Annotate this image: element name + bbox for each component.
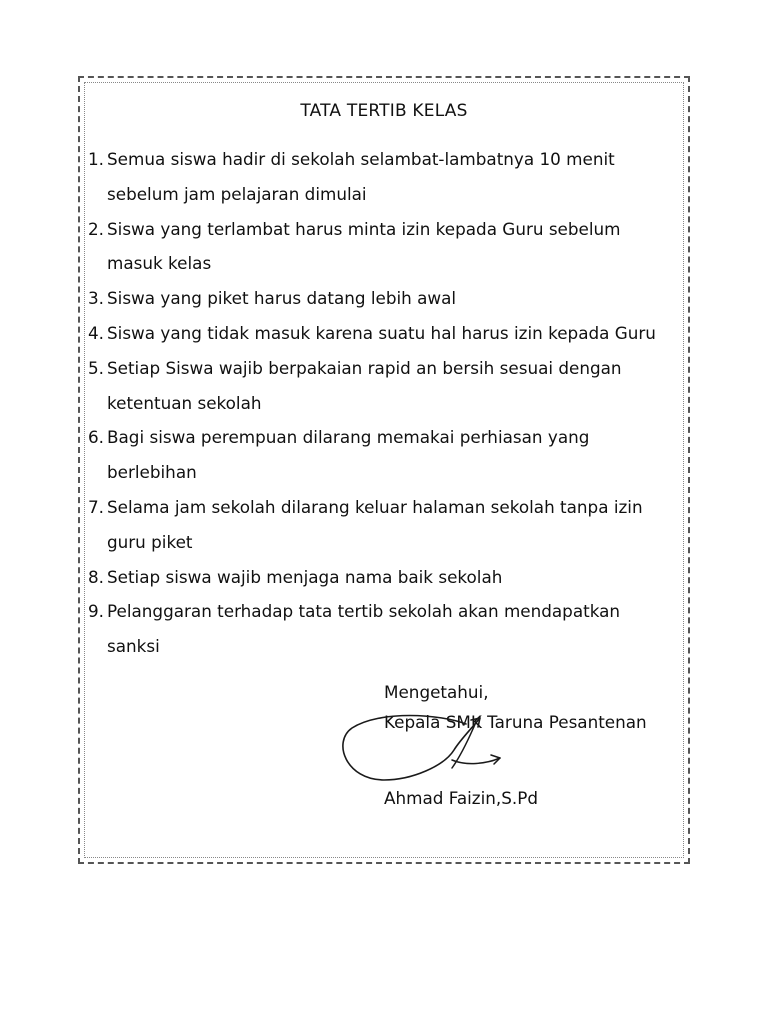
rule-number: 5. — [88, 357, 105, 378]
rule-item — [88, 351, 678, 421]
rule-text: Siswa yang terlambat harus minta izin kepada Guru sebelum masuk kelas — [107, 218, 621, 274]
rule-text: Semua siswa hadir di sekolah selambat-lambatnya 10 menit sebelum jam pelajaran dimulai — [107, 149, 615, 204]
rules-list — [88, 142, 678, 664]
rule-text: Selama jam sekolah dilarang keluar halaman sekolah tanpa izin guru piket — [107, 496, 643, 552]
rule-item — [88, 281, 678, 316]
rule-text: Siswa yang tidak masuk karena suatu hal harus izin kepada Guru — [107, 322, 656, 343]
rule-item — [88, 490, 678, 560]
rule-number: 9. — [88, 601, 105, 622]
rule-number: 6. — [88, 427, 105, 448]
rule-item — [88, 212, 678, 282]
rule-text: Bagi siswa perempuan dilarang memakai perhiasan yang berlebihan — [107, 427, 590, 483]
rule-item — [88, 316, 678, 351]
rule-item — [88, 594, 678, 664]
acknowledgement-label: Mengetahui, — [384, 682, 489, 702]
rule-number: 8. — [88, 566, 105, 587]
rule-text: Setiap Siswa wajib berpakaian rapid an bersih sesuai dengan ketentuan sekolah — [107, 357, 622, 413]
rule-item — [88, 560, 678, 595]
rule-number: 4. — [88, 322, 105, 343]
rule-number: 2. — [88, 218, 105, 239]
rule-text: Siswa yang piket harus datang lebih awal — [107, 288, 457, 309]
rule-text: Pelanggaran terhadap tata tertib sekolah akan mendapatkan sanksi — [107, 601, 621, 657]
rule-item — [88, 420, 678, 490]
rule-number: 7. — [88, 496, 105, 517]
rule-text: Setiap siswa wajib menjaga nama baik sekolah — [107, 566, 503, 587]
rule-number: 3. — [88, 288, 105, 309]
rule-number: 1. — [88, 149, 105, 169]
document-title: TATA TERTIB KELAS — [300, 101, 468, 121]
rule-item — [88, 142, 678, 212]
position-title: Kepala SMK Taruna Pesantenan — [384, 712, 647, 732]
signer-name: Ahmad Faizin,S.Pd — [384, 788, 538, 808]
